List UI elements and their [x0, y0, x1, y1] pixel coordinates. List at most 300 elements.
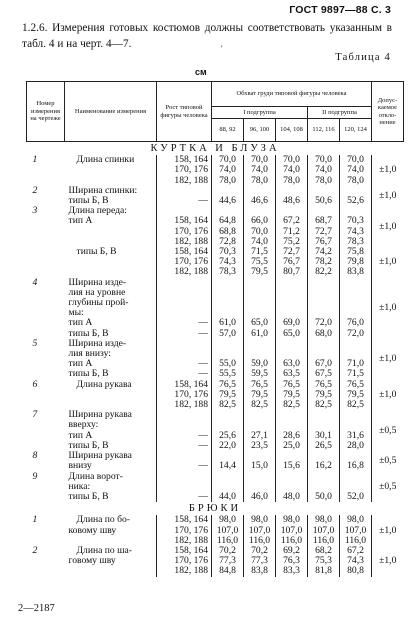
cell-value: 78,2: [308, 257, 340, 267]
cell-value: 83,3: [276, 566, 308, 576]
cell-value: [276, 288, 308, 298]
height-value: 158, 164: [157, 515, 212, 525]
cell-value: [212, 206, 244, 216]
table-row: [27, 267, 404, 277]
measurements-table: [26, 81, 404, 577]
measure-name: типы Б, В: [68, 369, 109, 380]
cell-value: 48,6: [276, 196, 308, 206]
cell-value: 46,0: [244, 492, 276, 502]
cell-value: [244, 278, 276, 288]
cell-value: [340, 420, 372, 430]
tolerance-value: ±1,0: [372, 380, 404, 411]
cell-value: 67,2: [276, 216, 308, 226]
table-row: [27, 206, 404, 216]
measure-name: Ширина спинки:: [68, 185, 138, 196]
cell-value: 78,0: [308, 176, 340, 186]
cell-value: [276, 278, 308, 288]
cell-value: 76,5: [276, 380, 308, 390]
table-row: [27, 257, 404, 267]
cell-value: 76,3: [276, 556, 308, 566]
cell-value: 116,0: [276, 536, 308, 546]
col-group1-header: I подгруппа: [212, 107, 308, 119]
cell-value: 70,3: [212, 247, 244, 257]
measure-name: типы Б, В: [68, 196, 109, 207]
table-row: [27, 227, 404, 237]
table-row: [27, 461, 404, 471]
cell-value: 107,0: [244, 526, 276, 536]
cell-value: [212, 349, 244, 359]
cell-value: 74,0: [212, 165, 244, 175]
cell-value: 76,7: [308, 237, 340, 247]
cell-value: [212, 298, 244, 308]
cell-value: [340, 451, 372, 461]
cell-value: [340, 349, 372, 359]
height-value: [157, 206, 212, 216]
table-row: [27, 566, 404, 576]
measure-name: типы Б, В: [76, 247, 117, 258]
size-header: 112, 116: [308, 119, 340, 142]
height-value: —: [157, 441, 212, 451]
measure-name: ковому шву: [68, 525, 117, 536]
measure-name: Длина по бо-: [76, 515, 130, 526]
cell-value: 74,0: [276, 165, 308, 175]
measure-name: [65, 390, 157, 400]
cell-value: 28,6: [276, 431, 308, 441]
table-row: [27, 278, 404, 288]
cell-value: [244, 420, 276, 430]
size-header: 120, 124: [340, 119, 372, 142]
measure-number: 1: [32, 155, 38, 166]
cell-value: 116,0: [212, 536, 244, 546]
measure-number: 6: [32, 379, 38, 390]
cell-value: 70,0: [276, 155, 308, 165]
cell-value: 72,7: [308, 227, 340, 237]
table-row: [27, 349, 404, 359]
cell-value: 82,5: [244, 400, 276, 410]
height-value: —: [157, 431, 212, 441]
height-value: [157, 472, 212, 482]
cell-value: 81,8: [308, 566, 340, 576]
measure-name: тип А: [68, 318, 93, 329]
cell-value: 74,0: [244, 237, 276, 247]
height-value: —: [157, 369, 212, 379]
height-value: [157, 298, 212, 308]
cell-value: [244, 206, 276, 216]
cell-value: 69,0: [276, 318, 308, 328]
table-row: [27, 492, 404, 502]
col-tol-header: Допускаемое отклонение: [372, 82, 404, 142]
col-group2-header: II подгруппа: [308, 107, 372, 119]
cell-value: [276, 186, 308, 196]
measure-name: Длина по ша-: [76, 545, 132, 556]
height-value: [157, 186, 212, 196]
measure-name: типы Б, В: [68, 328, 109, 339]
cell-value: 63,5: [276, 369, 308, 379]
cell-value: [244, 186, 276, 196]
tolerance-value: ±0,5: [372, 472, 404, 503]
cell-value: [340, 482, 372, 492]
table-row: [27, 515, 404, 525]
cell-value: [308, 186, 340, 196]
cell-value: 71,0: [340, 359, 372, 369]
measure-name: [65, 566, 157, 576]
cell-value: 79,5: [340, 390, 372, 400]
height-value: [157, 308, 212, 318]
cell-value: 78,0: [244, 176, 276, 186]
cell-value: [308, 288, 340, 298]
cell-value: 77,3: [244, 556, 276, 566]
cell-value: [276, 308, 308, 318]
cell-value: 16,8: [340, 461, 372, 471]
tolerance-value: ±0,5: [372, 410, 404, 451]
measure-number: [27, 247, 65, 278]
cell-value: [340, 278, 372, 288]
measure-number: 1: [32, 515, 38, 526]
table-row: [27, 431, 404, 441]
cell-value: [212, 420, 244, 430]
height-value: [157, 339, 212, 349]
cell-value: 30,1: [308, 431, 340, 441]
cell-value: 59,5: [244, 369, 276, 379]
cell-value: [276, 451, 308, 461]
cell-value: 70,2: [244, 546, 276, 556]
measure-name: [65, 267, 157, 277]
cell-value: [276, 410, 308, 420]
measure-name: Ширина изде-: [68, 338, 127, 349]
col-chest-header: Обхват груди типовой фигуры человека: [212, 82, 372, 107]
cell-value: 69,2: [276, 546, 308, 556]
measure-name: Длина переда:: [68, 206, 127, 217]
cell-value: 76,5: [212, 380, 244, 390]
cell-value: 55,0: [212, 359, 244, 369]
cell-value: 16,2: [308, 461, 340, 471]
measure-number: 5: [32, 338, 38, 349]
cell-value: 79,5: [308, 390, 340, 400]
measure-number: 7: [32, 410, 38, 421]
table-row: [27, 536, 404, 546]
measure-number: 3: [32, 206, 38, 217]
measure-name: Длина рукава: [76, 379, 132, 390]
cell-value: [244, 339, 276, 349]
cell-value: 57,0: [212, 329, 244, 339]
table-row: [27, 472, 404, 482]
cell-value: 79,8: [340, 257, 372, 267]
size-header: 88, 92: [212, 119, 244, 142]
cell-value: 31,6: [340, 431, 372, 441]
cell-value: 59,0: [244, 359, 276, 369]
table-row: [27, 441, 404, 451]
measure-name: Ширина рукава: [68, 451, 132, 462]
table-body: [27, 142, 404, 577]
measure-name: Ширина рукава: [68, 410, 132, 421]
cell-value: 65,0: [276, 329, 308, 339]
cell-value: [308, 349, 340, 359]
height-value: [157, 482, 212, 492]
cell-value: 67,5: [308, 369, 340, 379]
cell-value: 28,0: [340, 441, 372, 451]
cell-value: 78,3: [212, 267, 244, 277]
cell-value: 52,0: [340, 492, 372, 502]
cell-value: [308, 298, 340, 308]
cell-value: 79,5: [212, 390, 244, 400]
apostrophe-mark: ʹ: [221, 44, 223, 53]
measure-name: тип А: [68, 430, 93, 441]
cell-value: [276, 472, 308, 482]
cell-value: 79,5: [276, 390, 308, 400]
cell-value: [212, 186, 244, 196]
cell-value: 76,5: [340, 380, 372, 390]
cell-value: 98,0: [340, 515, 372, 525]
cell-value: [276, 482, 308, 492]
cell-value: 72,0: [308, 318, 340, 328]
section-title: БРЮКИ: [188, 503, 242, 515]
height-value: —: [157, 329, 212, 339]
cell-value: 116,0: [244, 536, 276, 546]
measure-name: мы:: [68, 308, 84, 319]
size-header: 96, 100: [244, 119, 276, 142]
cell-value: 44,6: [212, 196, 244, 206]
height-value: [157, 420, 212, 430]
cell-value: [308, 482, 340, 492]
measure-name: [65, 400, 157, 410]
tolerance-value: ±1,0: [372, 546, 404, 577]
table-row: [27, 176, 404, 186]
table-row: [27, 400, 404, 410]
height-value: 170, 176: [157, 556, 212, 566]
cell-value: [244, 482, 276, 492]
cell-value: 82,5: [308, 400, 340, 410]
table-row: [27, 420, 404, 430]
height-value: 170, 176: [157, 526, 212, 536]
measure-name: внизу: [68, 461, 92, 472]
cell-value: [244, 410, 276, 420]
measure-name: вверху:: [68, 420, 99, 431]
cell-value: 75,5: [244, 257, 276, 267]
cell-value: 107,0: [212, 526, 244, 536]
measure-name: Ширина изде-: [68, 277, 127, 288]
cell-value: 75,3: [308, 556, 340, 566]
cell-value: 26,5: [308, 441, 340, 451]
cell-value: [340, 410, 372, 420]
tolerance-value: ±1,0: [372, 206, 404, 247]
cell-value: 63,0: [276, 359, 308, 369]
cell-value: [244, 472, 276, 482]
height-value: 182, 188: [157, 400, 212, 410]
cell-value: 22,0: [212, 441, 244, 451]
cell-value: 70,0: [244, 155, 276, 165]
table-row: [27, 318, 404, 328]
height-value: 158, 164: [157, 380, 212, 390]
tolerance-value: ±0,5: [372, 451, 404, 471]
cell-value: [340, 472, 372, 482]
cell-value: 70,0: [308, 155, 340, 165]
cell-value: [340, 298, 372, 308]
table-label: Таблица 4: [335, 52, 391, 63]
tolerance-value: ±1,0: [372, 339, 404, 380]
cell-value: 70,0: [244, 227, 276, 237]
cell-value: 80,7: [276, 267, 308, 277]
measure-number: 2: [32, 185, 38, 196]
cell-value: 64,8: [212, 216, 244, 226]
cell-value: 46,6: [244, 196, 276, 206]
tolerance-value: ±1,0: [372, 155, 404, 186]
measure-name: [65, 176, 157, 186]
cell-value: [244, 451, 276, 461]
measure-name: глубины прой-: [68, 298, 129, 309]
cell-value: 55,5: [212, 369, 244, 379]
height-value: [157, 288, 212, 298]
cell-value: 48,0: [276, 492, 308, 502]
cell-value: 61,0: [244, 329, 276, 339]
cell-value: 98,0: [308, 515, 340, 525]
intro-paragraph: 1.2.6. Измерения готовых костюмов должны соответствовать указанным в табл. 4 и на черт. 4—7.: [22, 22, 392, 50]
tolerance-value: ±1,0: [372, 247, 404, 278]
measure-name: лия внизу:: [68, 349, 111, 360]
cell-value: [276, 298, 308, 308]
height-value: 182, 188: [157, 267, 212, 277]
cell-value: 25,6: [212, 431, 244, 441]
cell-value: [308, 206, 340, 216]
cell-value: [212, 451, 244, 461]
cell-value: 83,8: [244, 566, 276, 576]
cell-value: 74,3: [340, 556, 372, 566]
cell-value: 23,5: [244, 441, 276, 451]
cell-value: [244, 308, 276, 318]
cell-value: [212, 482, 244, 492]
height-value: 158, 164: [157, 247, 212, 257]
cell-value: 74,0: [308, 165, 340, 175]
cell-value: 71,2: [276, 227, 308, 237]
table-row: [27, 216, 404, 226]
cell-value: 107,0: [276, 526, 308, 536]
cell-value: [308, 472, 340, 482]
cell-value: 74,0: [340, 165, 372, 175]
unit-label: см: [195, 67, 207, 77]
cell-value: [212, 308, 244, 318]
cell-value: 74,3: [340, 227, 372, 237]
cell-value: [276, 206, 308, 216]
cell-value: 70,2: [212, 546, 244, 556]
height-value: 170, 176: [157, 390, 212, 400]
cell-value: 84,8: [212, 566, 244, 576]
cell-value: 82,5: [276, 400, 308, 410]
cell-value: 68,7: [308, 216, 340, 226]
cell-value: 15,0: [244, 461, 276, 471]
measure-number: 8: [32, 451, 38, 462]
cell-value: 14,4: [212, 461, 244, 471]
cell-value: 116,0: [308, 536, 340, 546]
table-row: [27, 196, 404, 206]
cell-value: [308, 451, 340, 461]
cell-value: 75,8: [340, 247, 372, 257]
cell-value: 15,6: [276, 461, 308, 471]
cell-value: 65,0: [244, 318, 276, 328]
table-row: [27, 329, 404, 339]
measure-name: [65, 536, 157, 546]
table-row: [27, 482, 404, 492]
measure-name: Длина спинки: [76, 155, 135, 166]
cell-value: 72,7: [276, 247, 308, 257]
cell-value: 70,0: [212, 155, 244, 165]
table-row: [27, 298, 404, 308]
cell-value: [340, 288, 372, 298]
cell-value: 74,2: [308, 247, 340, 257]
cell-value: 27,1: [244, 431, 276, 441]
cell-value: 79,5: [244, 267, 276, 277]
height-value: [157, 349, 212, 359]
cell-value: 72,0: [340, 329, 372, 339]
measure-number: 2: [32, 545, 38, 556]
cell-value: 68,0: [308, 329, 340, 339]
cell-value: 82,5: [212, 400, 244, 410]
cell-value: 82,2: [308, 267, 340, 277]
measure-name: [65, 227, 157, 237]
measure-name: [65, 165, 157, 175]
table-row: [27, 451, 404, 461]
cell-value: [244, 288, 276, 298]
cell-value: 70,3: [340, 216, 372, 226]
cell-value: [276, 420, 308, 430]
table-row: [27, 247, 404, 257]
height-value: 182, 188: [157, 237, 212, 247]
table-row: [27, 339, 404, 349]
cell-value: 116,0: [340, 536, 372, 546]
cell-value: 98,0: [244, 515, 276, 525]
measure-name: типы Б, В: [68, 491, 109, 502]
cell-value: 107,0: [340, 526, 372, 536]
col-name-header: Наименование измерения: [65, 82, 157, 142]
cell-value: 44,0: [212, 492, 244, 502]
cell-value: 76,0: [340, 318, 372, 328]
table-row: [27, 186, 404, 196]
cell-value: 74,0: [244, 165, 276, 175]
cell-value: [340, 339, 372, 349]
height-value: 182, 188: [157, 176, 212, 186]
cell-value: 78,0: [212, 176, 244, 186]
measure-name: [65, 237, 157, 247]
measure-name: ника:: [68, 481, 91, 492]
height-value: 182, 188: [157, 536, 212, 546]
table-row: [27, 410, 404, 420]
table-row: [27, 165, 404, 175]
cell-value: 78,0: [340, 176, 372, 186]
cell-value: [308, 339, 340, 349]
cell-value: 70,0: [340, 155, 372, 165]
height-value: 158, 164: [157, 546, 212, 556]
cell-value: [212, 288, 244, 298]
cell-value: 107,0: [308, 526, 340, 536]
table-row: [27, 308, 404, 318]
measure-name: говому шву: [68, 556, 116, 567]
cell-value: [244, 298, 276, 308]
height-value: 170, 176: [157, 165, 212, 175]
measure-number: 4: [32, 277, 38, 288]
cell-value: 68,2: [308, 546, 340, 556]
cell-value: [212, 339, 244, 349]
cell-value: 68,8: [212, 227, 244, 237]
cell-value: 79,5: [244, 390, 276, 400]
cell-value: 74,3: [212, 257, 244, 267]
measure-name: типы Б, В: [68, 440, 109, 451]
height-value: —: [157, 359, 212, 369]
table-row: [27, 359, 404, 369]
table-row: [27, 556, 404, 566]
cell-value: [308, 420, 340, 430]
cell-value: 98,0: [212, 515, 244, 525]
cell-value: 52,6: [340, 196, 372, 206]
tolerance-value: ±1,0: [372, 515, 404, 546]
cell-value: [212, 472, 244, 482]
